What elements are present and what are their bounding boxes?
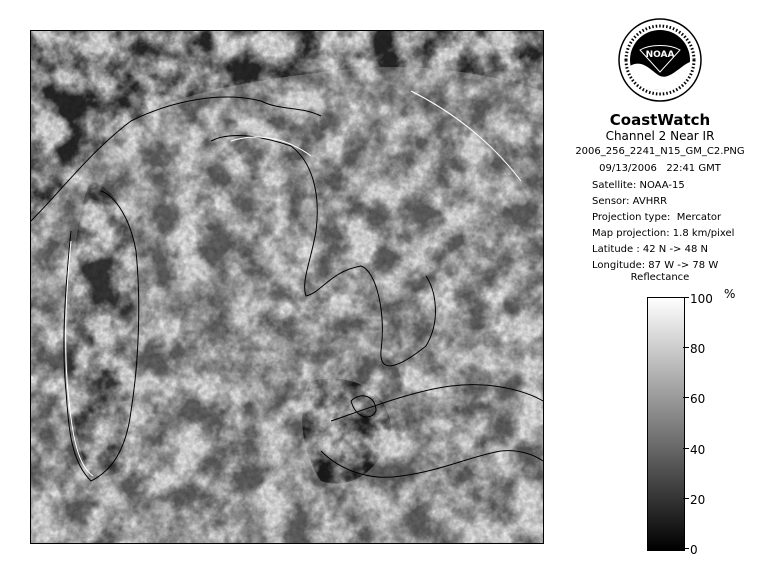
satellite-label: Satellite: NOAA-15 [592, 180, 685, 191]
title: CoastWatch [609, 111, 711, 129]
colorbar-tick-label: 20 [690, 493, 706, 507]
colorbar [647, 297, 685, 551]
filename: 2006_256_2241_N15_GM_C2.PNG [575, 146, 745, 157]
colorbar-tick [683, 498, 689, 499]
colorbar-tick-label: 60 [690, 392, 706, 406]
colorbar-tick [683, 548, 689, 549]
colorbar-unit: % [724, 287, 736, 301]
colorbar-tick [683, 448, 689, 449]
colorbar-tick [683, 347, 689, 348]
channel-label: Channel 2 Near IR [605, 129, 715, 143]
latitude-label: Latitude : 42 N -> 48 N [592, 244, 708, 255]
colorbar-tick-label: 100 [690, 292, 713, 306]
datetime: 09/13/2006 22:41 GMT [599, 163, 721, 174]
colorbar-title: Reflectance [630, 272, 690, 283]
colorbar-tick-label: 40 [690, 443, 706, 457]
logo-text: NOAA [645, 50, 675, 60]
satellite-image [30, 30, 544, 544]
map-projection-label: Map projection: 1.8 km/pixel [592, 228, 735, 239]
sensor-label: Sensor: AVHRR [592, 196, 668, 207]
colorbar-tick-label: 80 [690, 342, 706, 356]
projection-type-label: Projection type: Mercator [592, 212, 722, 223]
colorbar-tick [683, 397, 689, 398]
colorbar-tick-label: 0 [690, 543, 698, 557]
longitude-label: Longitude: 87 W -> 78 W [592, 260, 719, 271]
noaa-logo [618, 18, 702, 102]
colorbar-tick [683, 297, 689, 298]
